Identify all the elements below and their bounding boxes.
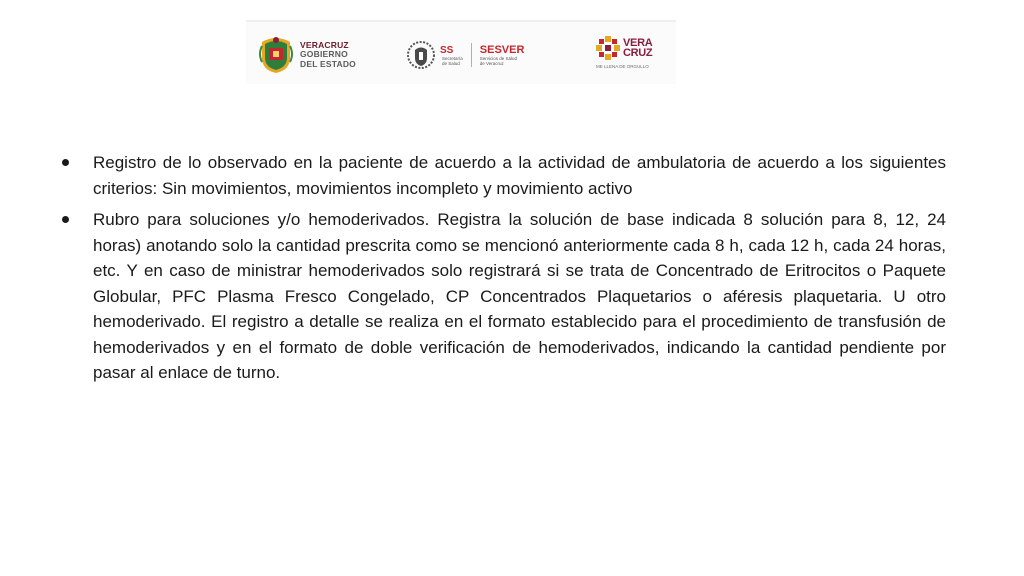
veracruz-brand-line-1: VERA bbox=[623, 37, 653, 49]
ss-sub-1: Secretaría bbox=[442, 55, 463, 61]
veracruz-slogan: ME LLENA DE ORGULLO bbox=[596, 64, 649, 69]
sesver-sub-1: Servicios de Salud bbox=[479, 55, 518, 61]
bullet-text: Rubro para soluciones y/o hemoderivados. Registra la solución de base indicada 8 solución para 8, 12, 24 horas) anotando solo la cantidad prescrita como se mencionó anteriormente cada 8 h, cada 12 h, cada 24 horas, etc. Y en caso de ministrar hemoderivados solo registrará si se trata de Concentrado de Eritrocitos o Paquete Globular, PFC Plasma Fresco Congelado, CP Concentrados Plaquetarios o aféresis plaquetaria. U otro hemoderivado. El registro a detalle se realiza en el formato establecido para el procedimiento de transfusión de hemoderivados y en el formato de doble verificación de hemoderivados, indicando la cantidad pendiente por pasar al enlace de turno. bbox=[93, 210, 946, 382]
sesver-sub-2: de Veracruz bbox=[479, 60, 504, 66]
bullet-dot-icon bbox=[62, 159, 69, 166]
logo-divider bbox=[471, 43, 472, 67]
header-logo-band bbox=[246, 20, 676, 84]
ss-sub-2: de Salud bbox=[442, 60, 460, 66]
slide-body bbox=[62, 150, 946, 392]
sesver-mark: SESVER bbox=[479, 43, 525, 56]
veracruz-brand-logo bbox=[596, 36, 653, 69]
gobierno-line-3: DEL ESTADO bbox=[300, 58, 356, 69]
secretaria-salud-logo bbox=[406, 40, 524, 70]
ss-mark: SS bbox=[440, 44, 454, 56]
sesver-logo bbox=[480, 45, 525, 66]
gobierno-line-2: GOBIERNO bbox=[300, 49, 348, 60]
gobierno-line-1: VERACRUZ bbox=[300, 39, 349, 50]
bullet-item bbox=[62, 207, 946, 386]
veracruz-coat-of-arms-icon bbox=[258, 36, 294, 74]
veracruz-gobierno-logo bbox=[258, 36, 356, 74]
veracruz-brand-line-2: CRUZ bbox=[623, 47, 653, 59]
bullet-dot-icon bbox=[62, 216, 69, 223]
veracruz-flower-icon bbox=[596, 36, 620, 60]
bullet-text: Registro de lo observado en la paciente de acuerdo a la actividad de ambulatoria de acuerdo a los siguientes criterios: Sin movimientos, movimientos incompleto y movimiento activo bbox=[93, 153, 946, 198]
bullet-item bbox=[62, 150, 946, 201]
ss-emblem-icon bbox=[406, 40, 436, 70]
bullet-list bbox=[62, 150, 946, 386]
